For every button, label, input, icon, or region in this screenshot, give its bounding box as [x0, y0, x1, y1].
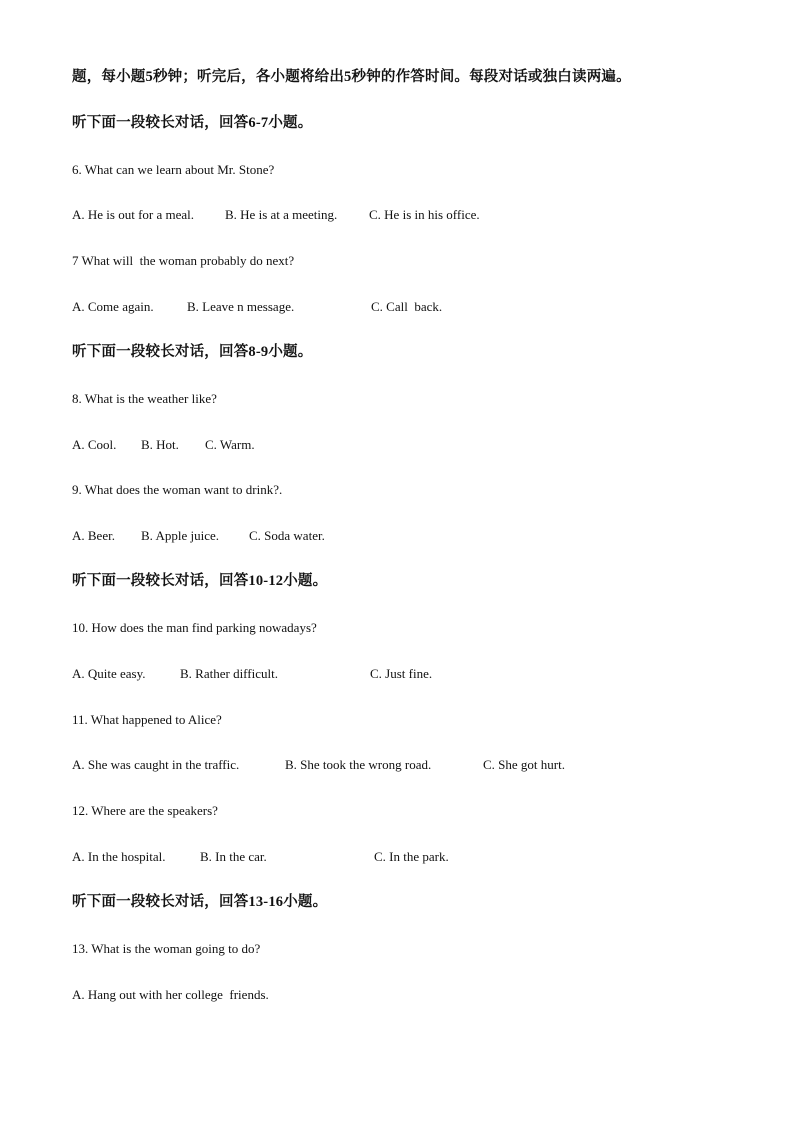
question-8-option-a: A. Cool.	[72, 437, 117, 452]
question-8: 8. What is the weather like?	[72, 391, 217, 406]
question-13-option-a: A. Hang out with her college friends.	[72, 987, 269, 1002]
question-11: 11. What happened to Alice?	[72, 712, 222, 727]
question-11-option-c: C. She got hurt.	[483, 757, 565, 772]
question-9-option-c: C. Soda water.	[249, 528, 325, 543]
section-heading: 听下面一段较长对话，回答6-7小题。	[72, 115, 313, 131]
question-7-option-c: C. Call back.	[371, 299, 443, 314]
question-8-option-c: C. Warm.	[205, 437, 255, 452]
section-heading: 听下面一段较长对话，回答13-16小题。	[72, 894, 328, 910]
question-9: 9. What does the woman want to drink?.	[72, 482, 283, 497]
question-11-option-a: A. She was caught in the traffic.	[72, 757, 240, 772]
question-7-option-b: B. Leave n message.	[187, 299, 295, 314]
question-12-option-b: B. In the car.	[200, 849, 267, 864]
question-12: 12. Where are the speakers?	[72, 803, 218, 818]
question-6-option-b: B. He is at a meeting.	[225, 207, 338, 222]
section-heading: 听下面一段较长对话，回答10-12小题。	[72, 573, 328, 589]
question-7: 7 What will the woman probably do next?	[72, 253, 295, 268]
question-6-option-a: A. He is out for a meal.	[72, 207, 195, 222]
question-10-option-c: C. Just fine.	[370, 666, 433, 681]
question-6-option-c: C. He is in his office.	[369, 207, 480, 222]
question-8-option-b: B. Hot.	[141, 437, 179, 452]
question-11-option-b: B. She took the wrong road.	[285, 757, 432, 772]
question-10: 10. How does the man find parking nowadays?	[72, 620, 317, 635]
question-9-option-b: B. Apple juice.	[141, 528, 219, 543]
question-13: 13. What is the woman going to do?	[72, 941, 261, 956]
question-9-option-a: A. Beer.	[72, 528, 115, 543]
question-10-option-b: B. Rather difficult.	[180, 666, 278, 681]
question-10-option-a: A. Quite easy.	[72, 666, 146, 681]
instructions-text: 题，每小题5秒钟；听完后，各小题将给出5秒钟的作答时间。每段对话或独白读两遍。	[72, 69, 631, 85]
section-heading: 听下面一段较长对话，回答8-9小题。	[72, 344, 313, 360]
question-6: 6. What can we learn about Mr. Stone?	[72, 162, 275, 177]
question-7-option-a: A. Come again.	[72, 299, 154, 314]
question-12-option-c: C. In the park.	[374, 849, 449, 864]
question-12-option-a: A. In the hospital.	[72, 849, 166, 864]
